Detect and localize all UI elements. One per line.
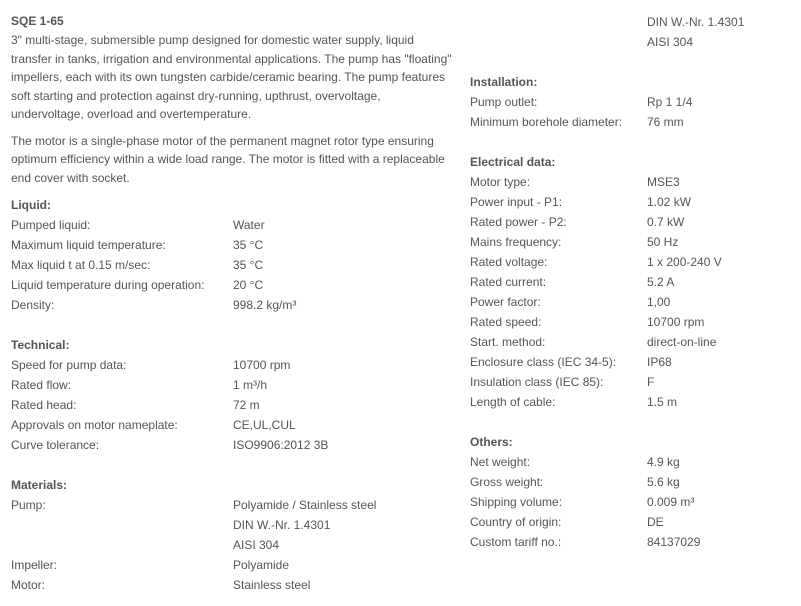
spec-row bbox=[470, 192, 790, 212]
spec-row bbox=[11, 275, 456, 295]
spec-label: Rated power - P2: bbox=[470, 215, 567, 229]
spec-row bbox=[470, 452, 790, 472]
spec-row bbox=[11, 235, 456, 255]
spec-value: 1.5 m bbox=[647, 395, 678, 409]
spec-row bbox=[470, 92, 790, 112]
spec-label: Motor type: bbox=[470, 175, 531, 189]
spec-label: Rated current: bbox=[470, 275, 547, 289]
spec-label bbox=[11, 515, 233, 535]
spec-value: 76 mm bbox=[647, 115, 684, 129]
spec-label: Power factor: bbox=[470, 295, 541, 309]
product-title: SQE 1-65 bbox=[11, 14, 64, 28]
spec-value: DE bbox=[647, 515, 664, 529]
spec-row bbox=[470, 112, 790, 132]
spec-label: Maximum liquid temperature: bbox=[11, 238, 166, 252]
materials-section bbox=[11, 475, 456, 595]
spec-value: 0.7 kW bbox=[647, 215, 685, 229]
spec-value: Rp 1 1/4 bbox=[647, 95, 693, 109]
motor-description: The motor is a single-phase motor of the permanent magnet rotor type ensuring optimum efficiency within a wide load range. The motor is fitted with a replaceable end cover with socket. bbox=[11, 133, 445, 185]
spec-row bbox=[470, 492, 790, 512]
spec-row bbox=[470, 352, 790, 372]
spec-value: 1,00 bbox=[647, 295, 671, 309]
spec-label bbox=[11, 535, 233, 555]
technical-section bbox=[11, 335, 456, 455]
spec-row bbox=[470, 232, 790, 252]
spec-row bbox=[470, 332, 790, 352]
spec-row bbox=[470, 372, 790, 392]
spec-value: 10700 rpm bbox=[233, 358, 291, 372]
spec-row bbox=[470, 12, 790, 32]
spec-row bbox=[11, 395, 456, 415]
spec-row bbox=[11, 535, 456, 555]
spec-value: 35 °C bbox=[233, 258, 264, 272]
spec-value: 5.2 A bbox=[647, 275, 675, 289]
spec-value: 1.02 kW bbox=[647, 195, 692, 209]
spec-value: 10700 rpm bbox=[647, 315, 705, 329]
spec-value: Stainless steel bbox=[233, 578, 311, 592]
spec-row bbox=[470, 472, 790, 492]
section-title-installation: Installation: bbox=[470, 75, 538, 89]
spec-row bbox=[11, 215, 456, 235]
spec-label: Net weight: bbox=[470, 455, 531, 469]
spec-row bbox=[11, 415, 456, 435]
spec-row bbox=[470, 32, 790, 52]
spec-label: Motor: bbox=[11, 578, 46, 592]
spec-value: IP68 bbox=[647, 355, 672, 369]
spec-label: Rated speed: bbox=[470, 315, 542, 329]
spec-value: CE,UL,CUL bbox=[233, 418, 296, 432]
spec-label: Insulation class (IEC 85): bbox=[470, 375, 604, 389]
section-title-liquid: Liquid: bbox=[11, 198, 51, 212]
spec-value: 84137029 bbox=[647, 535, 701, 549]
spec-label: Approvals on motor nameplate: bbox=[11, 418, 178, 432]
spec-value: 0.009 m³ bbox=[647, 495, 695, 509]
spec-label: Rated head: bbox=[11, 398, 77, 412]
spec-label: Curve tolerance: bbox=[11, 438, 100, 452]
spec-value: 35 °C bbox=[233, 238, 264, 252]
spec-value: MSE3 bbox=[647, 175, 680, 189]
right-column bbox=[470, 12, 790, 552]
spec-label bbox=[470, 12, 647, 32]
left-column bbox=[11, 12, 456, 595]
spec-row bbox=[11, 295, 456, 315]
spec-row bbox=[470, 392, 790, 412]
section-title-materials: Materials: bbox=[11, 478, 68, 492]
spec-label: Pumped liquid: bbox=[11, 218, 91, 232]
spec-label: Gross weight: bbox=[470, 475, 544, 489]
product-description: 3" multi-stage, submersible pump designed for domestic water supply, liquid transfer in tanks, irrigation and environmental applications. The pump has "floating" impellers, each with its own tungsten carbide/ceramic bearing. The pump features soft starting and protection against dry-running, upthrust, overvoltage, undervoltage, overload and overtemperature. bbox=[11, 33, 452, 121]
electrical-section bbox=[470, 152, 790, 412]
spec-row bbox=[470, 272, 790, 292]
spec-value: Polyamide / Stainless steel bbox=[233, 498, 377, 512]
spec-row bbox=[470, 172, 790, 192]
spec-value: direct-on-line bbox=[647, 335, 717, 349]
spec-row bbox=[11, 495, 456, 515]
spec-value: ISO9906:2012 3B bbox=[233, 438, 329, 452]
spec-label: Pump: bbox=[11, 498, 46, 512]
spec-value: 5.6 kg bbox=[647, 475, 680, 489]
spec-label: Enclosure class (IEC 34-5): bbox=[470, 355, 617, 369]
spec-label: Power input - P1: bbox=[470, 195, 563, 209]
installation-section bbox=[470, 72, 790, 132]
spec-label: Custom tariff no.: bbox=[470, 535, 562, 549]
spec-value: F bbox=[647, 375, 655, 389]
spec-value: DIN W.-Nr. 1.4301 bbox=[233, 518, 331, 532]
spec-row bbox=[11, 355, 456, 375]
spec-value: DIN W.-Nr. 1.4301 bbox=[647, 15, 745, 29]
spec-value: 72 m bbox=[233, 398, 260, 412]
spec-label: Country of origin: bbox=[470, 515, 562, 529]
spec-value: 20 °C bbox=[233, 278, 264, 292]
spec-label: Minimum borehole diameter: bbox=[470, 115, 623, 129]
section-title-others: Others: bbox=[470, 435, 513, 449]
spec-label: Mains frequency: bbox=[470, 235, 562, 249]
section-title-electrical: Electrical data: bbox=[470, 155, 556, 169]
spec-row bbox=[11, 575, 456, 595]
liquid-section bbox=[11, 195, 456, 315]
spec-label: Start. method: bbox=[470, 335, 546, 349]
spec-label: Shipping volume: bbox=[470, 495, 563, 509]
spec-label: Impeller: bbox=[11, 558, 58, 572]
spec-row bbox=[470, 532, 790, 552]
spec-value: 4.9 kg bbox=[647, 455, 680, 469]
spec-row bbox=[11, 435, 456, 455]
spec-label: Speed for pump data: bbox=[11, 358, 127, 372]
spec-value: AISI 304 bbox=[233, 538, 280, 552]
spec-row bbox=[470, 292, 790, 312]
spec-label: Rated flow: bbox=[11, 378, 72, 392]
spec-row bbox=[11, 255, 456, 275]
spec-label: Density: bbox=[11, 298, 55, 312]
spec-value: Polyamide bbox=[233, 558, 290, 572]
spec-value: 1 x 200-240 V bbox=[647, 255, 722, 269]
spec-value: 1 m³/h bbox=[233, 378, 268, 392]
spec-label: Max liquid t at 0.15 m/sec: bbox=[11, 258, 151, 272]
spec-row bbox=[470, 312, 790, 332]
spec-row bbox=[11, 375, 456, 395]
spec-value: Water bbox=[233, 218, 265, 232]
others-section bbox=[470, 432, 790, 552]
spec-row bbox=[470, 512, 790, 532]
spec-row bbox=[11, 515, 456, 535]
spec-label: Length of cable: bbox=[470, 395, 556, 409]
section-title-technical: Technical: bbox=[11, 338, 70, 352]
spec-value: 50 Hz bbox=[647, 235, 679, 249]
spec-row bbox=[470, 252, 790, 272]
spec-label: Liquid temperature during operation: bbox=[11, 278, 205, 292]
spec-value: 998.2 kg/m³ bbox=[233, 298, 297, 312]
spec-label: Rated voltage: bbox=[470, 255, 548, 269]
spec-label: Pump outlet: bbox=[470, 95, 538, 109]
spec-label bbox=[470, 32, 647, 52]
spec-value: AISI 304 bbox=[647, 35, 694, 49]
spec-row bbox=[11, 555, 456, 575]
spec-row bbox=[470, 212, 790, 232]
